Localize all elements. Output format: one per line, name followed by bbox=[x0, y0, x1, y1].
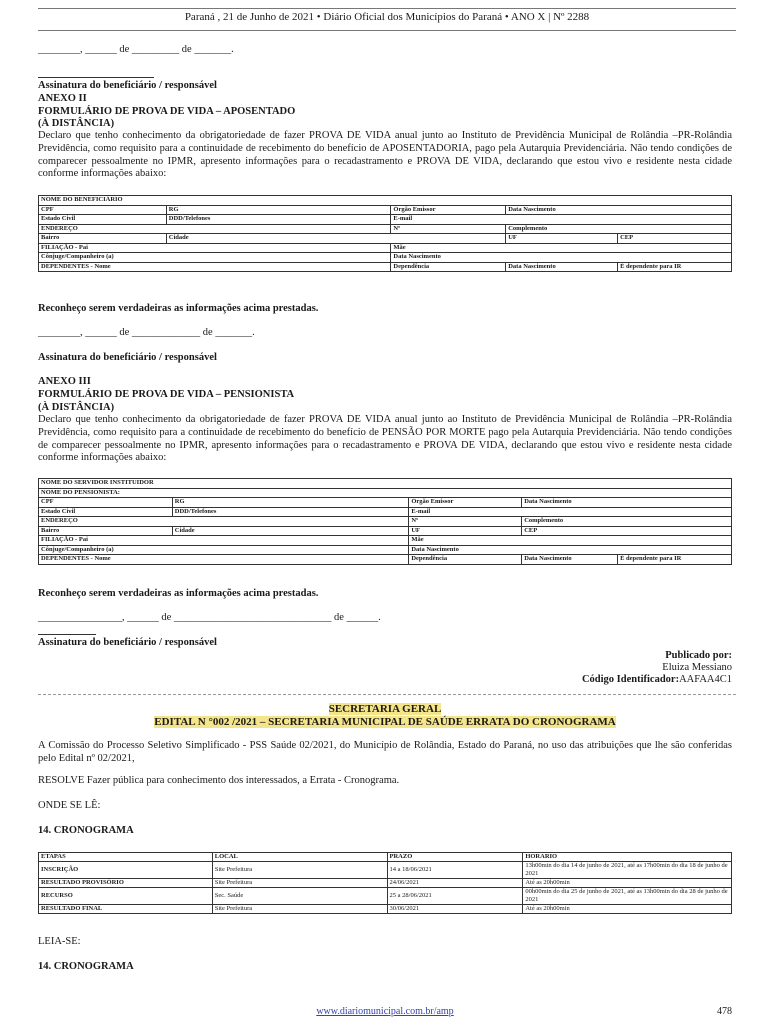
section-title: SECRETARIA GERAL bbox=[328, 703, 442, 715]
form-label: Estado Civil bbox=[39, 507, 173, 517]
table-cell: 25 a 28/06/2021 bbox=[387, 888, 523, 905]
form-label: Data Nascimento bbox=[391, 253, 732, 263]
anexo2-recognize: Reconheço serem verdadeiras as informações acima prestadas. bbox=[38, 303, 319, 314]
leia-se: LEIA-SE: bbox=[38, 936, 81, 947]
table-row bbox=[39, 862, 732, 879]
table-cell: 24/06/2021 bbox=[387, 879, 523, 888]
form-label: Cônjuge/Companheiro (a) bbox=[39, 545, 409, 555]
page-header: Paraná , 21 de Junho de 2021 • Diário Oficial dos Municípios do Paraná • ANO X | Nº 2288 bbox=[184, 11, 590, 23]
table-cell: Sec. Saúde bbox=[212, 888, 387, 905]
form-label: Estado Civil bbox=[39, 215, 167, 225]
form-label: Data Nascimento bbox=[522, 555, 618, 565]
form-label: Mãe bbox=[391, 243, 732, 253]
page-number: 478 bbox=[717, 1006, 732, 1017]
table-cell: Site Prefeitura bbox=[212, 879, 387, 888]
anexo3-recognize: Reconheço serem verdadeiras as informações acima prestadas. bbox=[38, 588, 319, 599]
anexo3-subtitle: FORMULÁRIO DE PROVA DE VIDA – PENSIONISTA bbox=[38, 389, 295, 400]
form-label: DDD/Telefones bbox=[172, 507, 409, 517]
cronograma-title: 14. CRONOGRAMA bbox=[38, 825, 134, 836]
edital-resolve: RESOLVE Fazer pública para conhecimento dos interessados, a Errata - Cronograma. bbox=[38, 775, 400, 786]
cronograma-table bbox=[38, 852, 732, 914]
form-label: NOME DO SERVIDOR INSTITUIDOR bbox=[39, 479, 732, 489]
anexo3-form bbox=[38, 478, 732, 565]
anexo3-subtitle-2: (À DISTÂNCIA) bbox=[38, 402, 115, 413]
form-label: Data Nascimento bbox=[409, 545, 732, 555]
column-header: LOCAL bbox=[212, 853, 387, 862]
form-label: Bairro bbox=[39, 234, 167, 244]
table-cell: INSCRIÇÃO bbox=[39, 862, 213, 879]
form-label: É dependente para IR bbox=[618, 262, 732, 272]
form-label: FILIAÇÃO - Pai bbox=[39, 243, 391, 253]
form-label: Dependência bbox=[391, 262, 506, 272]
table-cell: Até as 20h00min bbox=[523, 879, 732, 888]
form-label: Complemento bbox=[506, 224, 732, 234]
table-cell: 30/06/2021 bbox=[387, 905, 523, 914]
form-label: Data Nascimento bbox=[506, 205, 732, 215]
table-cell: RESULTADO FINAL bbox=[39, 905, 213, 914]
section-divider bbox=[38, 694, 736, 695]
form-label: DDD/Telefones bbox=[166, 215, 391, 225]
column-header: PRAZO bbox=[387, 853, 523, 862]
form-label: Nº bbox=[391, 224, 506, 234]
form-label: E-mail bbox=[391, 215, 732, 225]
form-label: E-mail bbox=[409, 507, 732, 517]
form-label: Bairro bbox=[39, 526, 173, 536]
form-label: Complemento bbox=[522, 517, 732, 527]
anexo2-subtitle-2: (À DISTÂNCIA) bbox=[38, 118, 115, 129]
form-label: Nº bbox=[409, 517, 522, 527]
signature-line bbox=[38, 77, 154, 78]
edital-title-wrap bbox=[38, 712, 732, 730]
anexo2-subtitle: FORMULÁRIO DE PROVA DE VIDA – APOSENTADO bbox=[38, 106, 296, 117]
anexo2-form bbox=[38, 195, 732, 272]
anexo2-date-line: ________, ______ de _____________ de _______. bbox=[38, 327, 255, 338]
form-label: Cidade bbox=[166, 234, 505, 244]
anexo3-date-line: ________________, ______ de ______________________________ de ______. bbox=[38, 612, 381, 623]
identifier-code-value: AAFAA4C1 bbox=[679, 674, 732, 685]
form-label: ENDEREÇO bbox=[39, 224, 391, 234]
form-label: UF bbox=[506, 234, 618, 244]
form-label: CEP bbox=[618, 234, 732, 244]
form-label: Cônjuge/Companheiro (a) bbox=[39, 253, 391, 263]
footer bbox=[0, 1006, 770, 1017]
anexo3-signature-label: Assinatura do beneficiário / responsável bbox=[38, 637, 217, 648]
form-label: DEPENDENTES - Nome bbox=[39, 555, 409, 565]
cronograma-title-2: 14. CRONOGRAMA bbox=[38, 961, 134, 972]
form-label: UF bbox=[409, 526, 522, 536]
table-row bbox=[39, 888, 732, 905]
signature-line bbox=[38, 634, 96, 635]
form-label: Data Nascimento bbox=[506, 262, 618, 272]
table-cell: Até as 20h00min bbox=[523, 905, 732, 914]
form-label: NOME DO PENSIONISTA: bbox=[39, 488, 732, 498]
form-label: CPF bbox=[39, 498, 173, 508]
form-label: Dependência bbox=[409, 555, 522, 565]
edital-intro: A Comissão do Processo Seletivo Simplificado - PSS Saúde 02/2021, do Município de Rolândia, Estado do Paraná, no uso das atribuições que lhe são conferidas pelo Edital nº 02/2021, bbox=[38, 740, 732, 764]
edital-title: EDITAL N °002 /2021 – SECRETARIA MUNICIPAL DE SAÚDE ERRATA DO CRONOGRAMA bbox=[154, 716, 616, 728]
table-cell: RESULTADO PROVISÓRIO bbox=[39, 879, 213, 888]
anexo2-title: ANEXO II bbox=[38, 93, 87, 104]
identifier-code bbox=[582, 674, 732, 685]
form-label: Mãe bbox=[409, 536, 732, 546]
table-row bbox=[39, 879, 732, 888]
form-label: Órgão Emissor bbox=[391, 205, 506, 215]
form-label: CPF bbox=[39, 205, 167, 215]
table-row bbox=[39, 905, 732, 914]
date-line: ________, ______ de _________ de _______. bbox=[38, 44, 234, 55]
form-label: ENDEREÇO bbox=[39, 517, 409, 527]
anexo3-title: ANEXO III bbox=[38, 376, 91, 387]
form-label: CEP bbox=[522, 526, 732, 536]
table-cell: 14 a 18/06/2021 bbox=[387, 862, 523, 879]
table-header-row bbox=[39, 853, 732, 862]
header-rule-bottom bbox=[38, 30, 736, 31]
form-label: NOME DO BENEFICIÁRIO bbox=[39, 196, 732, 206]
form-label: É dependente para IR bbox=[618, 555, 732, 565]
form-label: RG bbox=[166, 205, 391, 215]
table-cell: 13h00min do dia 14 de junho de 2021, até as 17h00min do dia 18 de junho de 2021 bbox=[523, 862, 732, 879]
form-label: RG bbox=[172, 498, 409, 508]
footer-link[interactable]: www.diariomunicipal.com.br/amp bbox=[316, 1006, 454, 1017]
form-label: DEPENDENTES - Nome bbox=[39, 262, 391, 272]
column-header: ETAPAS bbox=[39, 853, 213, 862]
table-cell: Site Prefeitura bbox=[212, 862, 387, 879]
header-rule-top bbox=[38, 8, 736, 9]
form-label: Órgão Emissor bbox=[409, 498, 522, 508]
signature-label: Assinatura do beneficiário / responsável bbox=[38, 80, 217, 91]
anexo3-declaration: Declaro que tenho conhecimento da obrigatoriedade de fazer PROVA DE VIDA anual junto ao Instituto de Previdência Municipal de Rolândia –PR-Rolândia Previdência, como requisito para a continuidade de recebimento do benefício de PENSÃO POR MORTE pago pela Autarquia Previdenciária. Não tendo condições de comparecer pessoalmente no IPMR, apresento informações para o recadastramento e PROVA DE VIDA, declarando que estou vivo e residente nesta cidade conforme informações abaixo: bbox=[38, 414, 732, 464]
form-label: FILIAÇÃO - Pai bbox=[39, 536, 409, 546]
identifier-code-label: Código Identificador: bbox=[581, 674, 680, 685]
column-header: HORARIO bbox=[523, 853, 732, 862]
anexo2-declaration: Declaro que tenho conhecimento da obrigatoriedade de fazer PROVA DE VIDA anual junto ao Instituto de Previdência Municipal de Rolândia –PR-Rolândia Previdência, como requisito para a continuidade de recebimento do benefício de APOSENTADORIA, pago pela Autarquia Previdenciária. Não tendo condições de comparecer pessoalmente no IPMR, apresento informações para o recadastramento e PROVA DE VIDA, declarando que estou vivo e residente nesta cidade conforme informações abaixo: bbox=[38, 130, 732, 180]
onde-se-le: ONDE SE LÊ: bbox=[38, 800, 101, 811]
publisher-name: Eluiza Messiano bbox=[662, 662, 732, 673]
table-cell: 00h00min do dia 25 de junho de 2021, até as 13h00min do dia 28 de junho de 2021 bbox=[523, 888, 732, 905]
form-label: Data Nascimento bbox=[522, 498, 732, 508]
anexo2-signature-label: Assinatura do beneficiário / responsável bbox=[38, 352, 217, 363]
form-label: Cidade bbox=[172, 526, 409, 536]
published-by-label: Publicado por: bbox=[665, 650, 732, 661]
table-cell: Site Prefeitura bbox=[212, 905, 387, 914]
table-cell: RECURSO bbox=[39, 888, 213, 905]
